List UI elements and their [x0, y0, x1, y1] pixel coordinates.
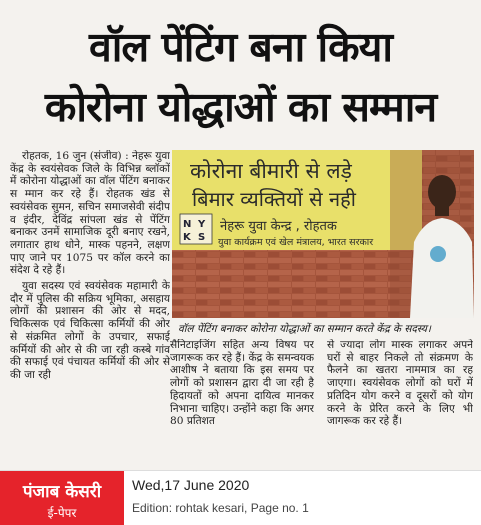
photo-caption: वॉल पेंटिंग बनाकर कोरोना योद्धाओं का सम्मान करते केंद्र के सदस्य। — [178, 323, 431, 335]
logo-title: पंजाब केसरी — [22, 482, 102, 502]
article-column-2: सैनिटाइजिंग सहित अन्य विषय पर जागरूक कर रहे हैं। केंद्र के समन्वयक आशीष ने बताया कि इस समय पर लोगों को प्रशासन द्वारा दी जा रही है हिदायतों को अपना दायित्व मानकर निभाना चाहिए। उन्होंने कहा कि अगर 80 प्रतिशत — [170, 339, 314, 428]
person-figure — [390, 150, 474, 318]
wall-text-line-1: कोरोना बीमारी से लड़े — [190, 159, 352, 183]
article-paragraph-1: रोहतक, 16 जुन (संजीव) : नेहरू युवा केंद्र के स्वयंसेवक जिले के विभिन्न ब्लॉकों में कोरोना योद्धाओं का वॉल पेंटिंग बनाकर स म्मान कर रहे हैं। रोहतक खंड से स्वयंसेवक सुमन, सचिन समाजसेवी संदीप व इंदीर, देविंद्र सांपला खंड से पेंटिंग बनाकर उनमें सामाजिक दूरी बनाए रखने, लगातार हाथ धोने, मास्क पहनने, लक्षण पाए जाने पर 1075 पर कॉल करने का संदेश दे रहे हैं। — [10, 150, 170, 277]
svg-text:N: N — [183, 219, 192, 230]
article-paragraph-2: युवा सदस्य एवं स्वयंसेवक महामारी के दौर में पुलिस की सक्रिय भूमिका, असहाय लोगों की प्रशासन की ओर से मदद, चिकित्सक एवं चिकित्सा कर्मियों की ओर से संक्रमित लोगों के उपचार, सफाई कर्मियों की ओर से की जा रही कस्बे गांव की सफाई एवं पंचायत कर्मियों की ओर से की जा रही — [10, 280, 170, 381]
article-column-3: से ज्यादा लोग मास्क लगाकर अपने घरों से बाहर निकले तो संक्रमण के फैलने का खतरा नाममात्र का रह जाएगा। स्वयंसेवक लोगों को घरों में प्रतिदिन योग करने व दूसरों को योग करने के प्रेरित करने के लिए भी जागरूक कर रहे हैं। — [327, 339, 473, 428]
headline-line-1: वॉल पेंटिंग बना किया — [89, 23, 392, 71]
wall-org-name: नेहरू युवा केन्द्र , रोहतक — [220, 219, 337, 234]
nyks-logo — [180, 214, 212, 244]
wall-ministry: युवा कार्यक्रम एवं खेल मंत्रालय, भारत सरकार — [218, 237, 374, 248]
wall-text-line-2: बिमार व्यक्तियों से नही — [192, 187, 356, 211]
headline-line-2: कोरोना योद्धाओं का सम्मान — [44, 83, 437, 131]
logo-subtitle: ई-पेपर — [47, 506, 77, 520]
punjab-kesari-logo[interactable] — [0, 471, 124, 525]
news-photo — [172, 150, 474, 318]
svg-text:S: S — [198, 232, 206, 243]
svg-text:K: K — [183, 232, 191, 243]
epaper-footer — [0, 470, 481, 525]
edition-date: Wed,17 June 2020 — [132, 477, 250, 493]
wall-painting-photo — [172, 150, 474, 318]
svg-text:Y: Y — [198, 219, 206, 230]
article-column-1 — [10, 150, 170, 468]
edition-info: Edition: rohtak kesari, Page no. 1 — [132, 501, 309, 515]
